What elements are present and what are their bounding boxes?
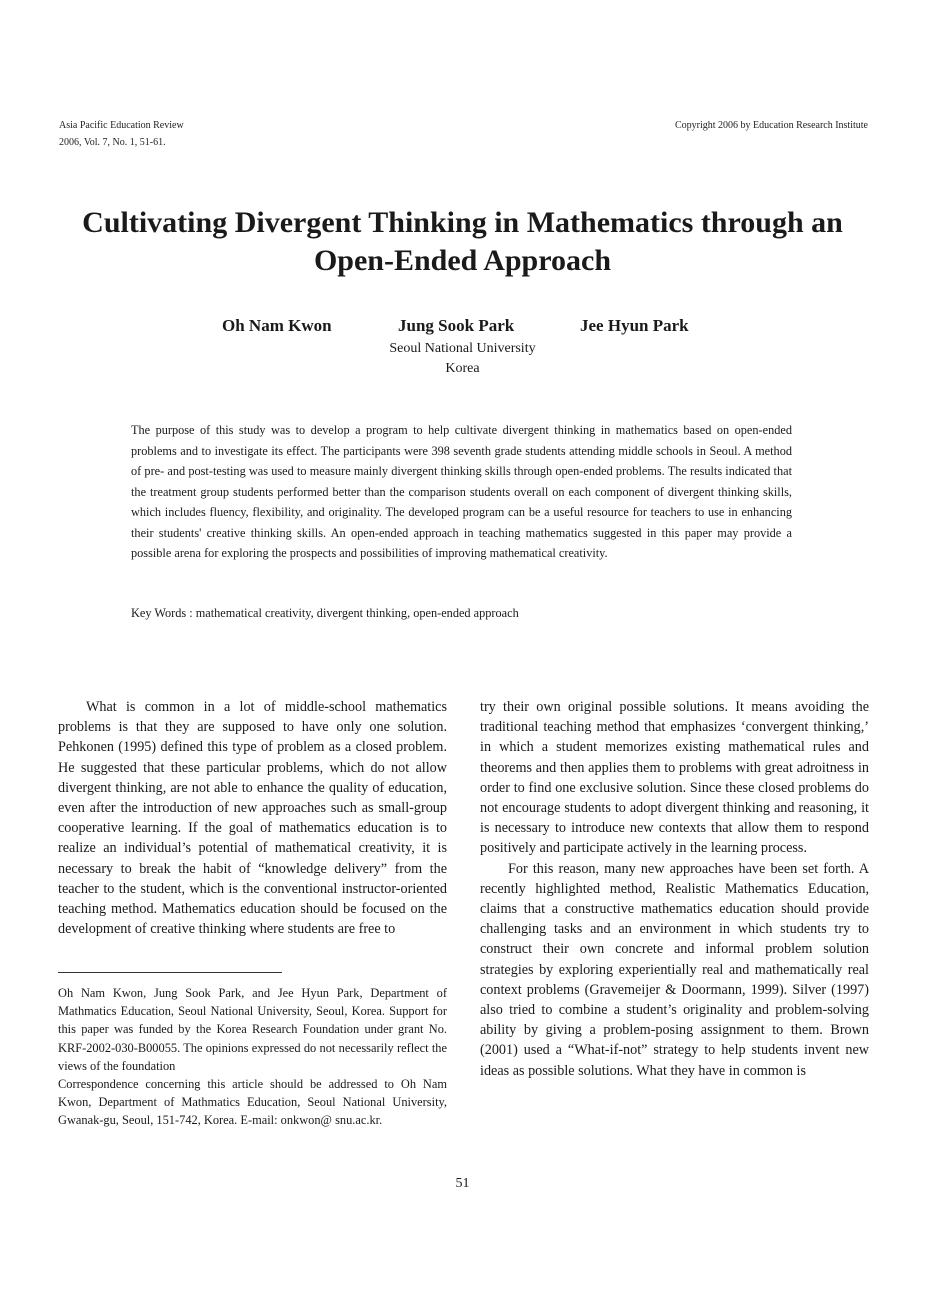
footnote-correspondence: Correspondence concerning this article should be addressed to Oh Nam Kwon, Department of Mathmatics Education, Seoul National University, Gwanak-gu, Seoul, 151-742, Korea. E-mail: onkwon@ snu.ac.kr. xyxy=(58,1077,447,1128)
footnote-divider xyxy=(58,972,282,973)
paper-title-line-1: Cultivating Divergent Thinking in Mathematics through an xyxy=(82,206,843,239)
author-name: Jee Hyun Park xyxy=(580,316,689,335)
affiliation-university: Seoul National University xyxy=(389,341,536,356)
footnote-affiliations: Oh Nam Kwon, Jung Sook Park, and Jee Hyun Park, Department of Mathmatics Education, Seoul National University, Seoul, Korea. Support for this paper was funded by the Korea Research Foundation under grant No. KRF-2002-030-B00055. The opinions expressed do not necessarily reflect the views of the foundation xyxy=(58,986,447,1073)
author-list xyxy=(0,316,925,340)
abstract: The purpose of this study was to develop a program to help cultivate divergent thinking in mathematics based on open-ended problems and to investigate its effect. The participants were 398 seventh grade students attending middle schools in Seoul. A method of pre- and post-testing was used to measure mainly divergent thinking skills through open-ended problems. The results indicated that the treatment group students performed better than the comparison students overall on each component of divergent thinking skills, which includes fluency, flexibility, and originality. The developed program can be a useful resource for teachers to use in enhancing their students' creative thinking skills. An open-ended approach in teaching mathematics suggested in this paper may provide a possible arena for exploring the prospects and possibilities of improving mathematical creativity. xyxy=(131,423,792,560)
footnote xyxy=(58,984,447,1130)
body-paragraph: For this reason, many new approaches have been set forth. A recently highlighted method, Realistic Mathematics Education, claims that a constructive mathematics education should provide challenging tasks and an environment in which students try to construct their own concrete and informal problem solution strategies by exploring experientially real and mathematically real context problems (Gravemeijer & Doormann, 1999). Silver (1997) also tried to combine a student’s originality and problem-solving ability by giving a problem-posing assignment to them. Brown (2001) used a “What-if-not” strategy to help students invent new ideas as possible solutions. What they have in common is xyxy=(480,860,869,1079)
author-name: Jung Sook Park xyxy=(398,316,515,335)
copyright-notice: Copyright 2006 by Education Research Institute xyxy=(674,120,868,131)
body-paragraph: What is common in a lot of middle-school mathematics problems is that they are supposed to have only one solution. Pehkonen (1995) defined this type of problem as a closed problem. He suggested that these particular problems, which do not allow divergent thinking, are not able to enhance the quality of education, even after the introduction of new approaches such as small-group cooperative learning. If the goal of mathematics education is to realize an individual’s potential of mathematical creativity, it is necessary to break the habit of “knowledge delivery” from the teacher to the student, which is the conventional instructor-oriented teaching method. Mathematics education should be focused on the development of creative thinking where students are free to xyxy=(58,699,447,938)
author-name: Oh Nam Kwon xyxy=(222,316,332,335)
keywords: Key Words : mathematical creativity, divergent thinking, open-ended approach xyxy=(131,606,519,620)
body-column-right xyxy=(480,697,869,1081)
journal-header xyxy=(59,117,184,151)
journal-issue: 2006, Vol. 7, No. 1, 51-61. xyxy=(59,137,166,148)
journal-name: Asia Pacific Education Review xyxy=(59,120,184,131)
affiliation-country: Korea xyxy=(445,361,480,376)
paper-title-line-2: Open-Ended Approach xyxy=(313,244,612,277)
body-paragraph: try their own original possible solutions. It means avoiding the traditional teaching method that emphasizes ‘convergent thinking,’ in which a student memorizes existing mathematical rules and theorems and then applies them to problems with great adroitness in order to find one exclusive solution. Since these closed problems do not encourage students to adopt divergent thinking and reasoning, it is necessary to introduce new contexts that allow them to respond positively and participate actively in the learning process. xyxy=(480,699,869,857)
page-number: 51 xyxy=(455,1176,470,1191)
paper-title xyxy=(0,204,925,280)
body-column-left xyxy=(58,697,447,939)
